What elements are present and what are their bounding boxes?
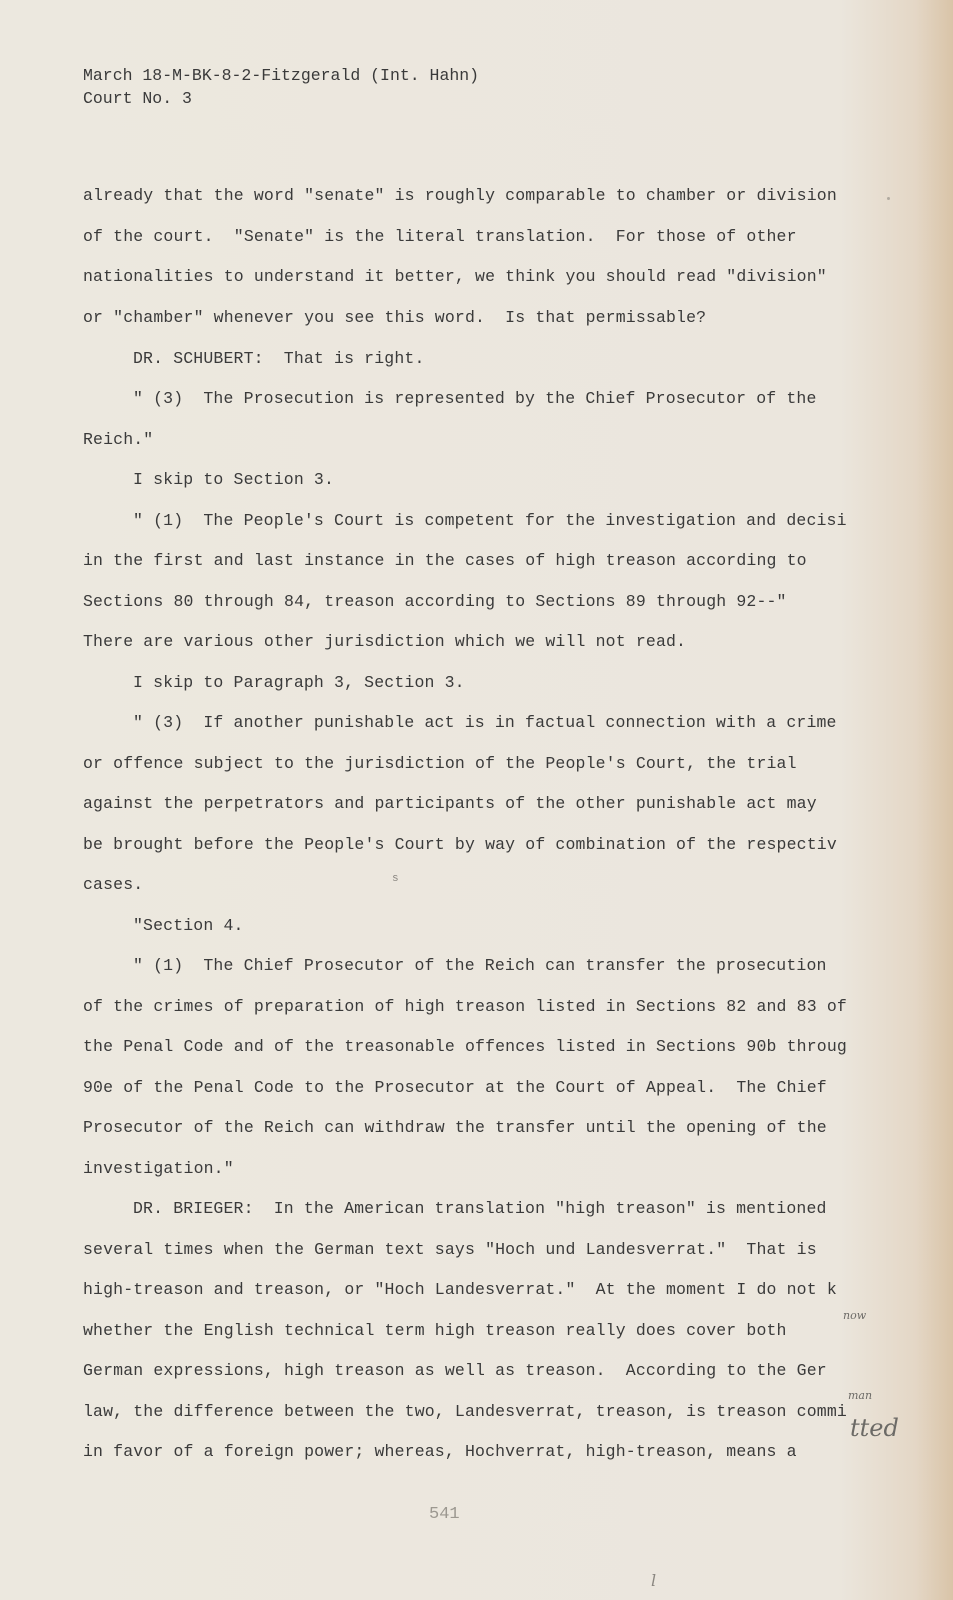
text-line: in favor of a foreign power; whereas, Hochverrat, high-treason, means a — [83, 1442, 797, 1461]
text-line: There are various other jurisdiction which we will not read. — [83, 632, 687, 651]
text-line: I skip to Paragraph 3, Section 3. — [133, 673, 465, 692]
text-line: already that the word "senate" is roughly comparable to chamber or division — [83, 186, 837, 205]
text-line: against the perpetrators and participants of the other punishable act may — [83, 794, 817, 813]
text-line: Sections 80 through 84, treason according to Sections 89 through 92--" — [83, 592, 787, 611]
handwritten-correction: man — [848, 1389, 873, 1402]
text-line: Reich." — [83, 430, 154, 449]
document-header — [83, 64, 479, 110]
text-line: " (3) If another punishable act is in factual connection with a crime — [133, 713, 837, 732]
text-line: the Penal Code and of the treasonable offences listed in Sections 90b throug — [83, 1037, 847, 1056]
text-line: whether the English technical term high treason really does cover both — [83, 1321, 787, 1340]
text-line: " (1) The Chief Prosecutor of the Reich can transfer the prosecution — [133, 956, 827, 975]
text-line: investigation." — [83, 1159, 234, 1178]
text-line: in the first and last instance in the cases of high treason according to — [83, 551, 807, 570]
text-line: " (1) The People's Court is competent for the investigation and decisi — [133, 511, 847, 530]
text-line: nationalities to understand it better, we think you should read "division" — [83, 267, 827, 286]
text-line: or "chamber" whenever you see this word. Is that permissable? — [83, 308, 707, 327]
text-line: high-treason and treason, or "Hoch Landesverrat." At the moment I do not k — [83, 1280, 837, 1299]
page-number: 541 — [429, 1505, 460, 1524]
text-line: " (3) The Prosecution is represented by the Chief Prosecutor of the — [133, 389, 817, 408]
speaker-line: DR. SCHUBERT: That is right. — [133, 349, 425, 368]
handwritten-correction: tted — [850, 1414, 899, 1442]
handwritten-correction: now — [843, 1309, 867, 1322]
text-line: cases. — [83, 875, 144, 894]
text-line: law, the difference between the two, Landesverrat, treason, is treason commi — [83, 1402, 847, 1421]
paper-speck — [887, 197, 890, 200]
text-line: Prosecutor of the Reich can withdraw the transfer until the opening of the — [83, 1118, 827, 1137]
text-line: be brought before the People's Court by way of combination of the respectiv — [83, 835, 837, 854]
text-line: or offence subject to the jurisdiction of the People's Court, the trial — [83, 754, 797, 773]
header-line-2: Court No. 3 — [83, 89, 192, 108]
text-line: of the court. "Senate" is the literal translation. For those of other — [83, 227, 797, 246]
text-line: German expressions, high treason as well as treason. According to the Ger — [83, 1361, 827, 1380]
text-line: several times when the German text says "Hoch und Landesverrat." That is — [83, 1240, 817, 1259]
text-line: of the crimes of preparation of high treason listed in Sections 82 and 83 of — [83, 997, 847, 1016]
header-line-1: March 18-M-BK-8-2-Fitzgerald (Int. Hahn) — [83, 66, 480, 85]
typed-overflow-letter: s — [392, 873, 399, 885]
text-line: I skip to Section 3. — [133, 470, 335, 489]
speaker-line: DR. BRIEGER: In the American translation "high treason" is mentioned — [133, 1199, 827, 1218]
text-line: "Section 4. — [133, 916, 244, 935]
pencil-mark: l — [651, 1571, 657, 1590]
text-line: 90e of the Penal Code to the Prosecutor at the Court of Appeal. The Chief — [83, 1078, 827, 1097]
